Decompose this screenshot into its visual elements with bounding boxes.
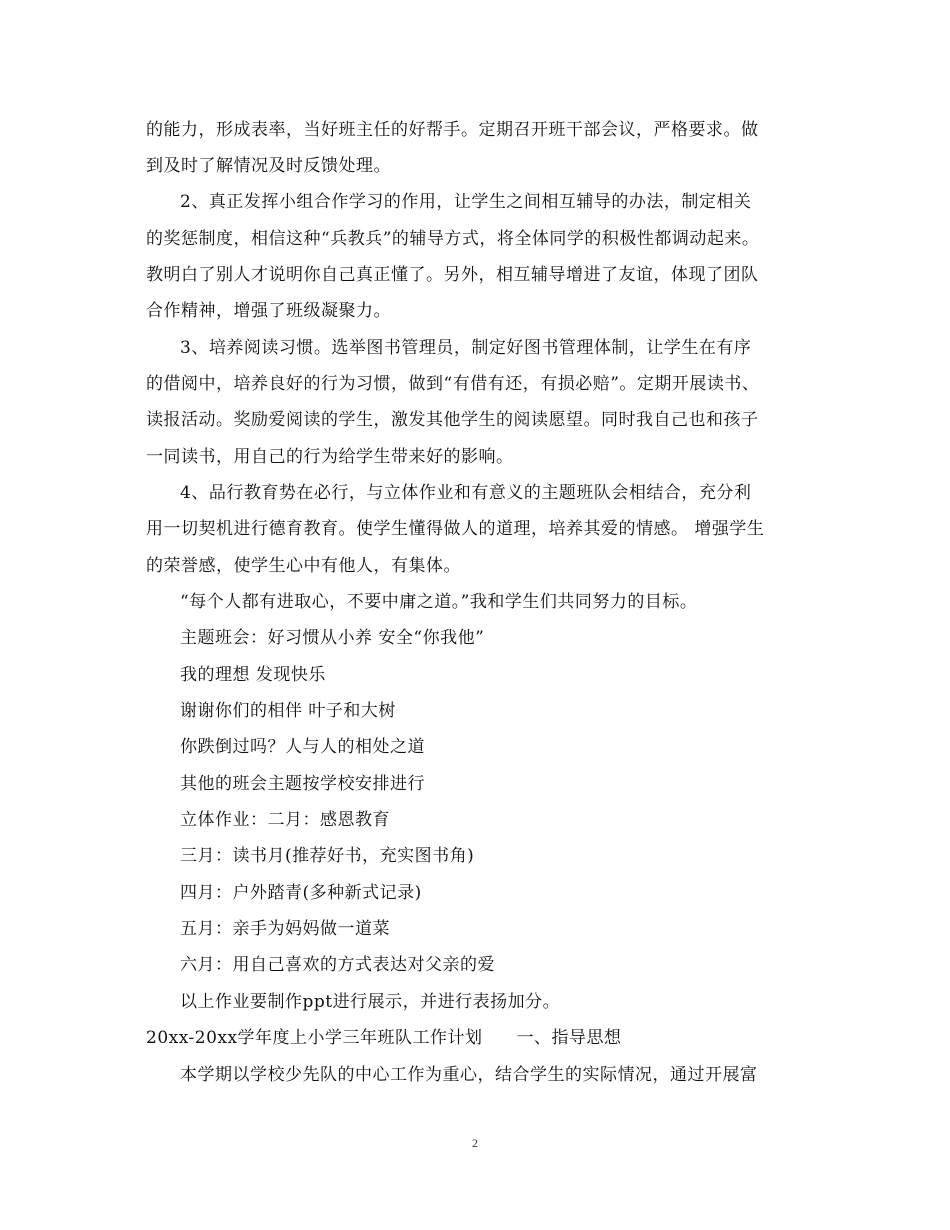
text-line: 四月：户外踏青(多种新式记录) [180,883,422,903]
text-line: 谢谢你们的相伴 叶子和大树 [180,701,396,721]
plan-title: 20xx-20xx学年度上小学三年班队工作计划 [146,1028,483,1048]
plan-title-line [146,1026,622,1050]
text-line: 用一切契机进行德育教育。使学生懂得做人的道理，培养其爱的情感。 增强学生 [146,519,765,539]
text-line: 一同读书，用自己的行为给学生带来好的影响。 [146,447,514,467]
text-line: 2、真正发挥小组合作学习的作用，让学生之间相互辅导的办法，制定相关 [180,192,752,212]
text-line: 合作精神，增强了班级凝聚力。 [146,301,391,321]
text-line: 其他的班会主题按学校安排进行 [180,774,425,794]
text-line: 的能力，形成表率，当好班主任的好帮手。定期召开班干部会议，严格要求。做 [146,120,759,140]
text-line: 到及时了解情况及时反馈处理。 [146,156,391,176]
page-number: 2 [472,1136,478,1150]
text-line: 的荣誉感，使学生心中有他人，有集体。 [146,556,461,576]
text-line: 我的理想 发现快乐 [180,665,326,685]
text-line: 的奖惩制度，相信这种“兵教兵”的辅导方式，将全体同学的积极性都调动起来。 [146,229,760,249]
text-line: 六月：用自己喜欢的方式表达对父亲的爱 [180,955,495,975]
text-line: 读报活动。奖励爱阅读的学生，激发其他学生的阅读愿望。同时我自己也和孩子 [146,410,759,430]
text-line: 主题班会：好习惯从小养 安全“你我他” [180,628,485,648]
text-line: 你跌倒过吗？人与人的相处之道 [180,737,425,757]
section-heading: 一、指导思想 [516,1028,622,1048]
text-line: 3、培养阅读习惯。选举图书管理员，制定好图书管理体制，让学生在有序 [180,338,752,358]
text-line: 以上作业要制作ppt进行展示，并进行表扬加分。 [180,992,561,1012]
text-line: 立体作业：二月：感恩教育 [180,810,390,830]
text-line: 五月：亲手为妈妈做一道菜 [180,919,390,939]
text-line: 4、品行教育势在必行，与立体作业和有意义的主题班队会相结合，充分利 [180,483,752,503]
text-line: 教明白了别人才说明你自己真正懂了。另外，相互辅导增进了友谊，体现了团队 [146,265,759,285]
text-line: 本学期以学校少先队的中心工作为重心，结合学生的实际情况，通过开展富 [180,1065,758,1085]
text-line: 三月：读书月(推荐好书，充实图书角) [180,846,475,866]
text-line: 的借阅中，培养良好的行为习惯，做到“有借有还，有损必赔”。定期开展读书、 [146,374,760,394]
text-line: “每个人都有进取心，不要中庸之道。”我和学生们共同努力的目标。 [180,592,698,612]
